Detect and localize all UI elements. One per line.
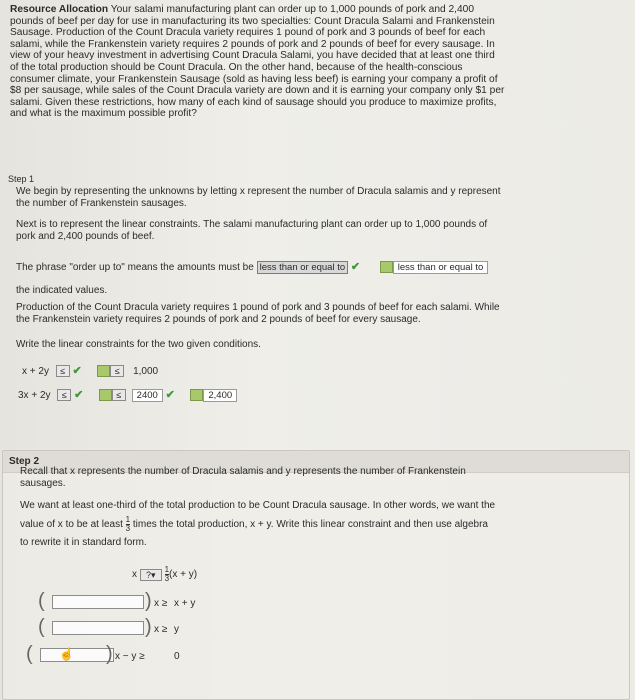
step1-intro: We begin by representing the unknowns by letting x represent the number of Dracula salamis and y represent the number of Frankenstein sausages. — [16, 186, 501, 209]
constraint-row-1: x + 2y ≤ ✔ ≤ 1,000 — [22, 365, 159, 377]
hand-pointer-icon: ☝ — [59, 647, 74, 661]
step1-next: Next is to represent the linear constraints. The salami manufacturing plant can order up to 1,000 pounds of pork and 2,400 pounds of beef. — [16, 219, 488, 242]
pencil-icon — [97, 365, 110, 377]
step1-write: Write the linear constraints for the two given conditions. — [16, 339, 261, 350]
correct-answer-box: less than or equal to — [393, 261, 489, 274]
problem-line: view of your heavy investment in advertising Count Dracula Salami, you have decided that at least one third — [10, 50, 495, 62]
problem-line: of the total production should be Count Dracula. On the other hand, because of the health-conscious — [10, 61, 463, 73]
left-paren: ( — [38, 590, 45, 612]
step1-phrase-end: the indicated values. — [16, 285, 108, 296]
check-icon: ✔ — [72, 365, 82, 377]
coefficient-input-1[interactable] — [52, 595, 144, 609]
step2-header: Step 2 — [3, 451, 629, 473]
coefficient-input-3[interactable] — [40, 648, 114, 662]
step1-header: Step 1 — [8, 174, 35, 184]
problem-line: salami. Given these restrictions, how many of each kind of sausage should you produce to maximize profits, — [10, 96, 497, 108]
left-paren: ( — [26, 643, 33, 665]
problem-statement — [10, 4, 530, 120]
problem-line: pounds of beef per day for use in manufacturing its two specialties: Count Dracula Salami and Frankenstein — [10, 15, 495, 27]
one-third-fraction: $\frac{1}{3}$ — [164, 565, 170, 583]
inequality-dropdown[interactable]: ≤ — [57, 389, 71, 401]
relation-dropdown[interactable]: ?▾ — [140, 569, 162, 581]
problem-line: Sausage. Production of the Count Dracula variety requires 1 pound of pork and 3 pounds of beef for each — [10, 27, 486, 39]
coefficient-input-2[interactable] — [52, 621, 144, 635]
problem-line: consumer climate, your Frankenstein Sausage (sold as having less beef) is earning your company a profit of — [10, 73, 498, 85]
problem-line: $8 per sausage, while sales of the Count Dracula variety are down and it is earning your company only $1 per — [10, 85, 505, 97]
one-third-fraction: $\frac{1}{3}$ — [125, 515, 131, 533]
step2-want: We want at least one-third of the total production to be Count Dracula sausage. In other words, we want the value of x to be at least $\frac{1}{3}$ times the total production, x + y. Write this linear constraint and then use algebra to rewrite it in standard form. — [20, 500, 496, 548]
answer-symbol: ≤ — [110, 365, 124, 377]
row3-rhs: 0 — [174, 651, 180, 662]
answer-symbol: ≤ — [112, 389, 126, 401]
check-icon: ✔ — [165, 389, 175, 401]
right-paren: ) — [145, 616, 152, 638]
constraint-equation: x ?▾ $\frac{1}{3}$ (x + y) — [132, 565, 198, 583]
pencil-icon — [190, 389, 203, 401]
check-icon: ✔ — [74, 389, 84, 401]
rhs-input[interactable]: 2400 — [132, 389, 163, 402]
inequality-dropdown[interactable]: ≤ — [56, 365, 70, 377]
pencil-icon — [380, 261, 393, 273]
step2-recall: Recall that x represents the number of Dracula salamis and y represents the number of Frankenstein sausages. — [20, 466, 466, 489]
problem-line: salami, while the Frankenstein variety requires 2 pounds of pork and 2 pounds of beef for every sausage. In — [10, 38, 495, 50]
check-icon: ✔ — [350, 261, 361, 273]
pencil-icon — [99, 389, 112, 401]
step1-production: Production of the Count Dracula variety requires 1 pound of pork and 3 pounds of beef for each salami. While the Frankenstein variety requires 2 pounds of pork and 2 pounds of beef for every sausage. — [16, 302, 500, 325]
problem-title: Resource Allocation — [10, 4, 109, 15]
row1-rhs: x + y — [174, 598, 196, 609]
row1-operator: x ≥ — [154, 598, 168, 609]
constraint-row-2: 3x + 2y ≤ ✔ ≤ 2400 ✔ 2,400 — [18, 389, 237, 402]
problem-line: Your salami manufacturing plant can order up to 1,000 pounds of pork and 2,400 — [110, 4, 475, 15]
row2-rhs: y — [174, 624, 179, 635]
left-paren: ( — [38, 616, 45, 638]
right-paren: ) — [145, 590, 152, 612]
right-paren: ) — [106, 643, 113, 665]
row3-operator: x − y ≥ — [115, 651, 145, 662]
row2-operator: x ≥ — [154, 624, 168, 635]
problem-line: and what is the maximum possible profit? — [10, 108, 197, 120]
step1-phrase-row: The phrase "order up to" means the amounts must be less than or equal to ✔ less than or equal to — [16, 261, 488, 274]
constraint-rhs: 1,000 — [133, 366, 159, 377]
correct-answer-box: 2,400 — [203, 389, 237, 402]
constraint-dropdown[interactable]: less than or equal to — [257, 261, 349, 274]
